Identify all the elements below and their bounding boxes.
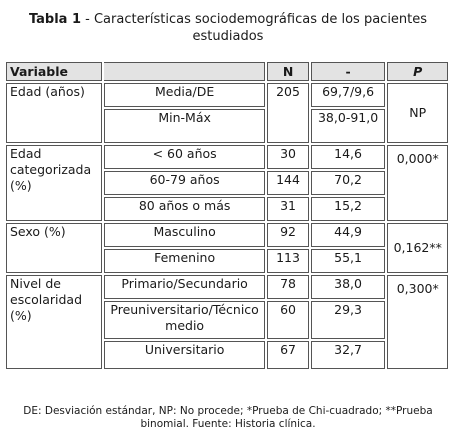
row-n: 92 <box>267 223 308 247</box>
group-label-edad-cat: Edad categorizada (%) <box>6 145 102 221</box>
row-n: 113 <box>267 249 308 273</box>
table-row <box>6 145 448 169</box>
row-sub: Media/DE <box>104 83 265 107</box>
row-n: 144 <box>267 171 308 195</box>
header-p: P <box>387 62 448 81</box>
row-sub: Femenino <box>104 249 265 273</box>
group-label-nivel: Nivel de escolaridad (%) <box>6 275 102 369</box>
table-footnote: DE: Desviación estándar, NP: No procede; *Prueba de Chi-cuadrado; **Prueba binomial. Fuente: Historia clínica. <box>23 405 433 430</box>
header-row <box>6 62 448 81</box>
table-row <box>6 223 448 247</box>
row-val: 15,2 <box>311 197 386 221</box>
row-n: 60 <box>267 301 308 339</box>
table-number: Tabla 1 <box>28 12 82 27</box>
row-val: 44,9 <box>311 223 386 247</box>
row-val: 29,3 <box>311 301 386 339</box>
table-title: - Características sociodemográficas de los pacientes estudiados <box>81 12 428 44</box>
row-n: 30 <box>267 145 308 169</box>
row-val: 38,0-91,0 <box>311 109 386 143</box>
row-val: 38,0 <box>311 275 386 299</box>
row-val: 70,2 <box>311 171 386 195</box>
group-p-sexo: 0,162** <box>387 223 448 273</box>
table-row <box>6 275 448 299</box>
row-sub: < 60 años <box>104 145 265 169</box>
row-sub: 60-79 años <box>104 171 265 195</box>
row-sub: Preuniversitario/Técnico medio <box>104 301 265 339</box>
header-n: N <box>267 62 308 81</box>
group-label-edad: Edad (años) <box>6 83 102 143</box>
row-sub: 80 años o más <box>104 197 265 221</box>
row-n: 205 <box>267 83 308 143</box>
header-dash: - <box>311 62 386 81</box>
row-n: 31 <box>267 197 308 221</box>
row-n: 67 <box>267 341 308 369</box>
row-sub: Primario/Secundario <box>104 275 265 299</box>
group-p-edad: NP <box>387 83 448 143</box>
row-val: 14,6 <box>311 145 386 169</box>
table-row <box>6 83 448 107</box>
group-p-edad-cat: 0,000* <box>387 145 448 221</box>
group-label-sexo: Sexo (%) <box>6 223 102 273</box>
row-val: 55,1 <box>311 249 386 273</box>
table-caption <box>0 11 456 45</box>
row-val: 32,7 <box>311 341 386 369</box>
row-val: 69,7/9,6 <box>311 83 386 107</box>
group-p-nivel: 0,300* <box>387 275 448 369</box>
row-sub: Universitario <box>104 341 265 369</box>
row-n: 78 <box>267 275 308 299</box>
data-table <box>4 60 450 371</box>
row-sub: Masculino <box>104 223 265 247</box>
header-variable: Variable <box>6 62 102 81</box>
row-sub: Min-Máx <box>104 109 265 143</box>
header-sub <box>104 62 265 81</box>
